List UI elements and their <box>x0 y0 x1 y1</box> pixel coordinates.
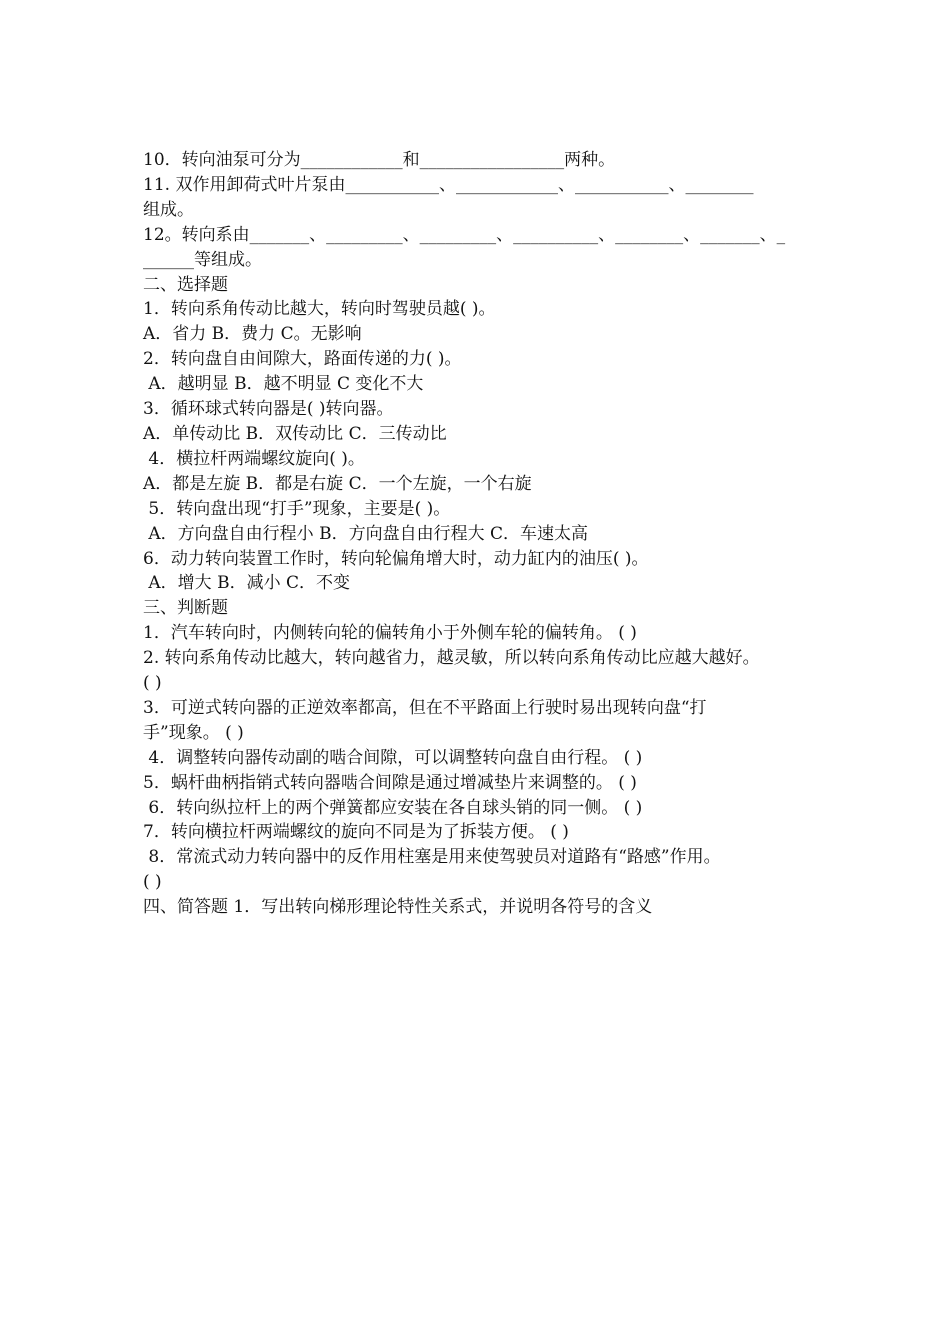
judgment-question-8: 8．常流式动力转向器中的反作用柱塞是用来使驾驶员对道路有“路感”作用。 <box>143 847 721 868</box>
choice-options-1: A．省力 B．费力 C。无影响 <box>143 324 362 345</box>
document-body <box>143 148 811 920</box>
judgment-question-4: 4．调整转向器传动副的啮合间隙，可以调整转向盘自由行程。 ( ) <box>143 747 643 768</box>
judgment-question-3-continuation: 手”现象。 ( ) <box>143 722 244 743</box>
choice-question-6: 6．动力转向装置工作时，转向轮偏角增大时，动力缸内的油压( )。 <box>143 548 649 569</box>
judgment-question-2-continuation: ( ) <box>143 673 162 694</box>
question-12-continuation: ______等组成。 <box>143 249 262 270</box>
choice-question-2: 2．转向盘自由间隙大，路面传递的力( )。 <box>143 349 462 370</box>
question-11-line: 11. 双作用卸荷式叶片泵由___________、____________、___________、________ <box>143 174 754 195</box>
question-10-line: 10．转向油泵可分为____________和_________________两种。 <box>143 150 616 170</box>
judgment-question-3: 3．可逆式转向器的正逆效率都高，但在不平路面上行驶时易出现转向盘“打 <box>143 697 707 718</box>
question-12-line: 12。转向系由_______、_________、_________、__________、________、_______、_ <box>143 224 786 245</box>
choice-question-5: 5．转向盘出现“打手”现象，主要是( )。 <box>143 498 451 519</box>
judgment-question-6: 6．转向纵拉杆上的两个弹簧都应安装在各自球头销的同一侧。 ( ) <box>143 797 643 818</box>
choice-question-3: 3．循环球式转向器是( )转向器。 <box>143 399 394 420</box>
choice-options-3: A．单传动比 B．双传动比 C．三传动比 <box>143 423 447 444</box>
section-heading-short-answer: 四、简答题 1．写出转向梯形理论特性关系式，并说明各符号的含义 <box>143 897 653 918</box>
choice-question-1: 1．转向系角传动比越大，转向时驾驶员越( )。 <box>143 299 496 320</box>
choice-options-6: A．增大 B．减小 C．不变 <box>143 573 350 594</box>
judgment-question-8-continuation: ( ) <box>143 872 162 893</box>
judgment-question-2: 2. 转向系角传动比越大，转向越省力，越灵敏，所以转向系角传动比应越大越好。 <box>143 648 760 669</box>
question-11-continuation: 组成。 <box>143 199 194 220</box>
judgment-question-7: 7．转向横拉杆两端螺纹的旋向不同是为了拆装方便。 ( ) <box>143 822 569 843</box>
choice-options-2: A．越明显 B．越不明显 C 变化不大 <box>143 374 424 395</box>
choice-options-4: A．都是左旋 B．都是右旋 C．一个左旋，一个右旋 <box>143 473 532 494</box>
choice-question-4: 4．横拉杆两端螺纹旋向( )。 <box>143 448 365 469</box>
choice-options-5: A．方向盘自由行程小 B．方向盘自由行程大 C．车速太高 <box>143 523 588 544</box>
judgment-question-1: 1．汽车转向时，内侧转向轮的偏转角小于外侧车轮的偏转角。 ( ) <box>143 623 637 644</box>
judgment-question-5: 5．蜗杆曲柄指销式转向器啮合间隙是通过增减垫片来调整的。 ( ) <box>143 772 637 793</box>
section-heading-judgment: 三、判断题 <box>143 598 228 619</box>
section-heading-choice: 二、选择题 <box>143 274 228 295</box>
